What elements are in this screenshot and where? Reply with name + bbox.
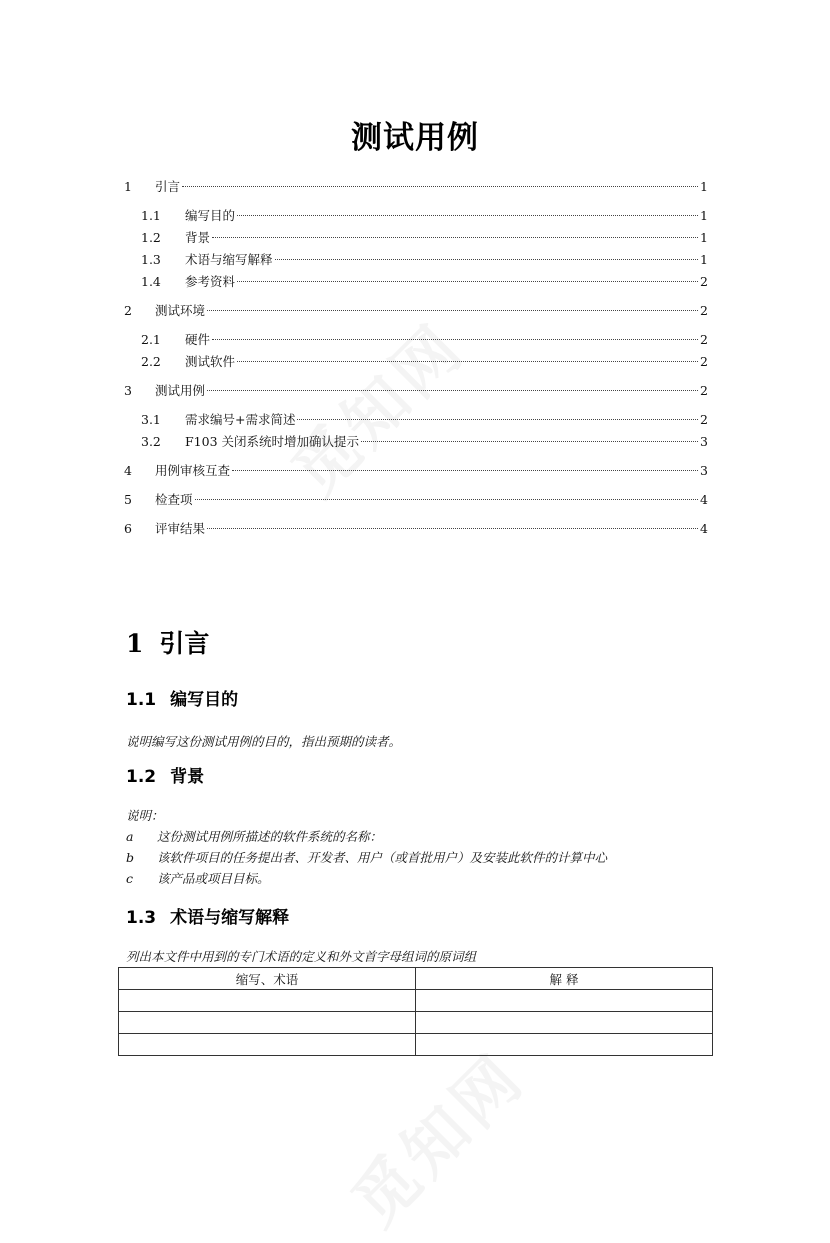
list-item [126, 826, 607, 847]
toc-entry[interactable] [124, 249, 708, 271]
table-row [119, 1012, 713, 1034]
toc-leader-dots [237, 215, 698, 216]
table-of-contents [124, 176, 708, 540]
toc-entry-page: 4 [700, 521, 708, 536]
toc-entry-number: 2.1 [141, 332, 161, 347]
table-header-cell: 解 释 [416, 968, 713, 990]
toc-entry[interactable] [124, 518, 708, 540]
list-item [126, 847, 607, 868]
toc-leader-dots [207, 310, 698, 311]
table-row [119, 1034, 713, 1056]
toc-leader-dots [361, 441, 698, 442]
toc-entry-text: 硬件 [185, 332, 211, 347]
toc-entry-number: 3.1 [141, 412, 161, 427]
terms-description: 列出本文件中用到的专门术语的定义和外文首字母组词的原词组 [126, 949, 477, 964]
toc-entry[interactable] [124, 329, 708, 351]
toc-leader-dots [195, 499, 699, 500]
toc-entry-text: 参考资料 [185, 274, 236, 289]
toc-leader-dots [207, 528, 698, 529]
toc-entry-text: 术语与缩写解释 [185, 252, 273, 267]
table-cell[interactable] [416, 1012, 713, 1034]
table-cell[interactable] [119, 1012, 416, 1034]
section-number: 1 [126, 629, 144, 658]
toc-entry-number: 5 [124, 492, 132, 507]
toc-leader-dots [182, 186, 698, 187]
toc-entry[interactable] [124, 380, 708, 402]
toc-entry-text: 评审结果 [155, 521, 206, 536]
toc-entry-number: 1.3 [141, 252, 161, 267]
list-text: 该软件项目的任务提出者、开发者、用户（或首批用户）及安装此软件的计算中心 [157, 850, 608, 865]
table-cell[interactable] [416, 1034, 713, 1056]
toc-entry[interactable] [124, 205, 708, 227]
toc-entry-page: 1 [700, 179, 708, 194]
toc-entry-number: 3.2 [141, 434, 161, 449]
toc-leader-dots [297, 419, 698, 420]
section-title: 术语与缩写解释 [170, 908, 290, 928]
list-marker: a [126, 829, 134, 844]
toc-entry-text: 需求编号+需求简述 [185, 412, 296, 427]
list-item [126, 868, 607, 889]
table-cell[interactable] [119, 990, 416, 1012]
section-title: 编写目的 [170, 690, 239, 710]
toc-entry[interactable] [124, 409, 708, 431]
toc-entry-page: 2 [700, 412, 708, 427]
table-header-cell: 缩写、术语 [119, 968, 416, 990]
toc-entry-number: 6 [124, 521, 132, 536]
toc-entry-number: 1 [124, 179, 132, 194]
list-text: 这份测试用例所描述的软件系统的名称： [157, 829, 383, 844]
toc-entry-page: 2 [700, 274, 708, 289]
toc-entry[interactable] [124, 460, 708, 482]
toc-entry-text: 用例审核互查 [155, 463, 231, 478]
toc-entry-page: 3 [700, 463, 708, 478]
toc-entry-text: 背景 [185, 230, 211, 245]
toc-leader-dots [212, 339, 698, 340]
section-heading-1-3 [126, 903, 289, 928]
toc-entry-number: 2 [124, 303, 132, 318]
table-cell[interactable] [416, 990, 713, 1012]
terms-table [118, 967, 713, 1056]
toc-entry-text: 测试环境 [155, 303, 206, 318]
toc-leader-dots [237, 281, 698, 282]
toc-leader-dots [237, 361, 698, 362]
toc-entry[interactable] [124, 271, 708, 293]
purpose-description: 说明编写这份测试用例的目的，指出预期的读者。 [126, 734, 402, 749]
section-heading-1-2 [126, 762, 204, 787]
toc-entry-text: F103 关闭系统时增加确认提示 [185, 434, 360, 449]
toc-entry-page: 1 [700, 208, 708, 223]
toc-entry-text: 测试软件 [185, 354, 236, 369]
document-title: 测试用例 [351, 120, 479, 156]
toc-entry-page: 1 [700, 252, 708, 267]
toc-entry-text: 引言 [155, 179, 181, 194]
background-list [126, 826, 607, 889]
toc-entry-text: 检查项 [155, 492, 193, 507]
toc-entry-number: 1.1 [141, 208, 161, 223]
toc-leader-dots [207, 390, 698, 391]
table-row [119, 990, 713, 1012]
toc-entry[interactable] [124, 176, 708, 198]
toc-entry[interactable] [124, 227, 708, 249]
toc-entry-number: 2.2 [141, 354, 161, 369]
section-title: 引言 [159, 629, 210, 658]
toc-entry-page: 4 [700, 492, 708, 507]
section-heading-1 [126, 624, 209, 660]
toc-entry[interactable] [124, 351, 708, 373]
toc-leader-dots [212, 237, 698, 238]
background-lead: 说明： [126, 808, 164, 823]
section-number: 1.1 [126, 690, 157, 710]
toc-entry-page: 2 [700, 303, 708, 318]
toc-entry[interactable] [124, 431, 708, 453]
toc-entry-page: 3 [700, 434, 708, 449]
section-number: 1.2 [126, 767, 157, 787]
toc-entry[interactable] [124, 489, 708, 511]
toc-leader-dots [232, 470, 698, 471]
toc-entry-text: 编写目的 [185, 208, 236, 223]
toc-entry-page: 1 [700, 230, 708, 245]
toc-entry-number: 1.4 [141, 274, 161, 289]
section-number: 1.3 [126, 908, 157, 928]
section-title: 背景 [170, 767, 205, 787]
watermark [328, 1029, 542, 1243]
section-heading-1-1 [126, 685, 238, 710]
toc-entry-page: 2 [700, 383, 708, 398]
toc-entry-number: 3 [124, 383, 132, 398]
table-cell[interactable] [119, 1034, 416, 1056]
list-marker: b [126, 850, 135, 865]
toc-entry-page: 2 [700, 354, 708, 369]
toc-entry-number: 4 [124, 463, 132, 478]
toc-entry-text: 测试用例 [155, 383, 206, 398]
toc-entry[interactable] [124, 300, 708, 322]
toc-entry-page: 2 [700, 332, 708, 347]
list-text: 该产品或项目目标。 [157, 871, 270, 886]
toc-leader-dots [275, 259, 699, 260]
toc-entry-number: 1.2 [141, 230, 161, 245]
list-marker: c [126, 871, 134, 886]
